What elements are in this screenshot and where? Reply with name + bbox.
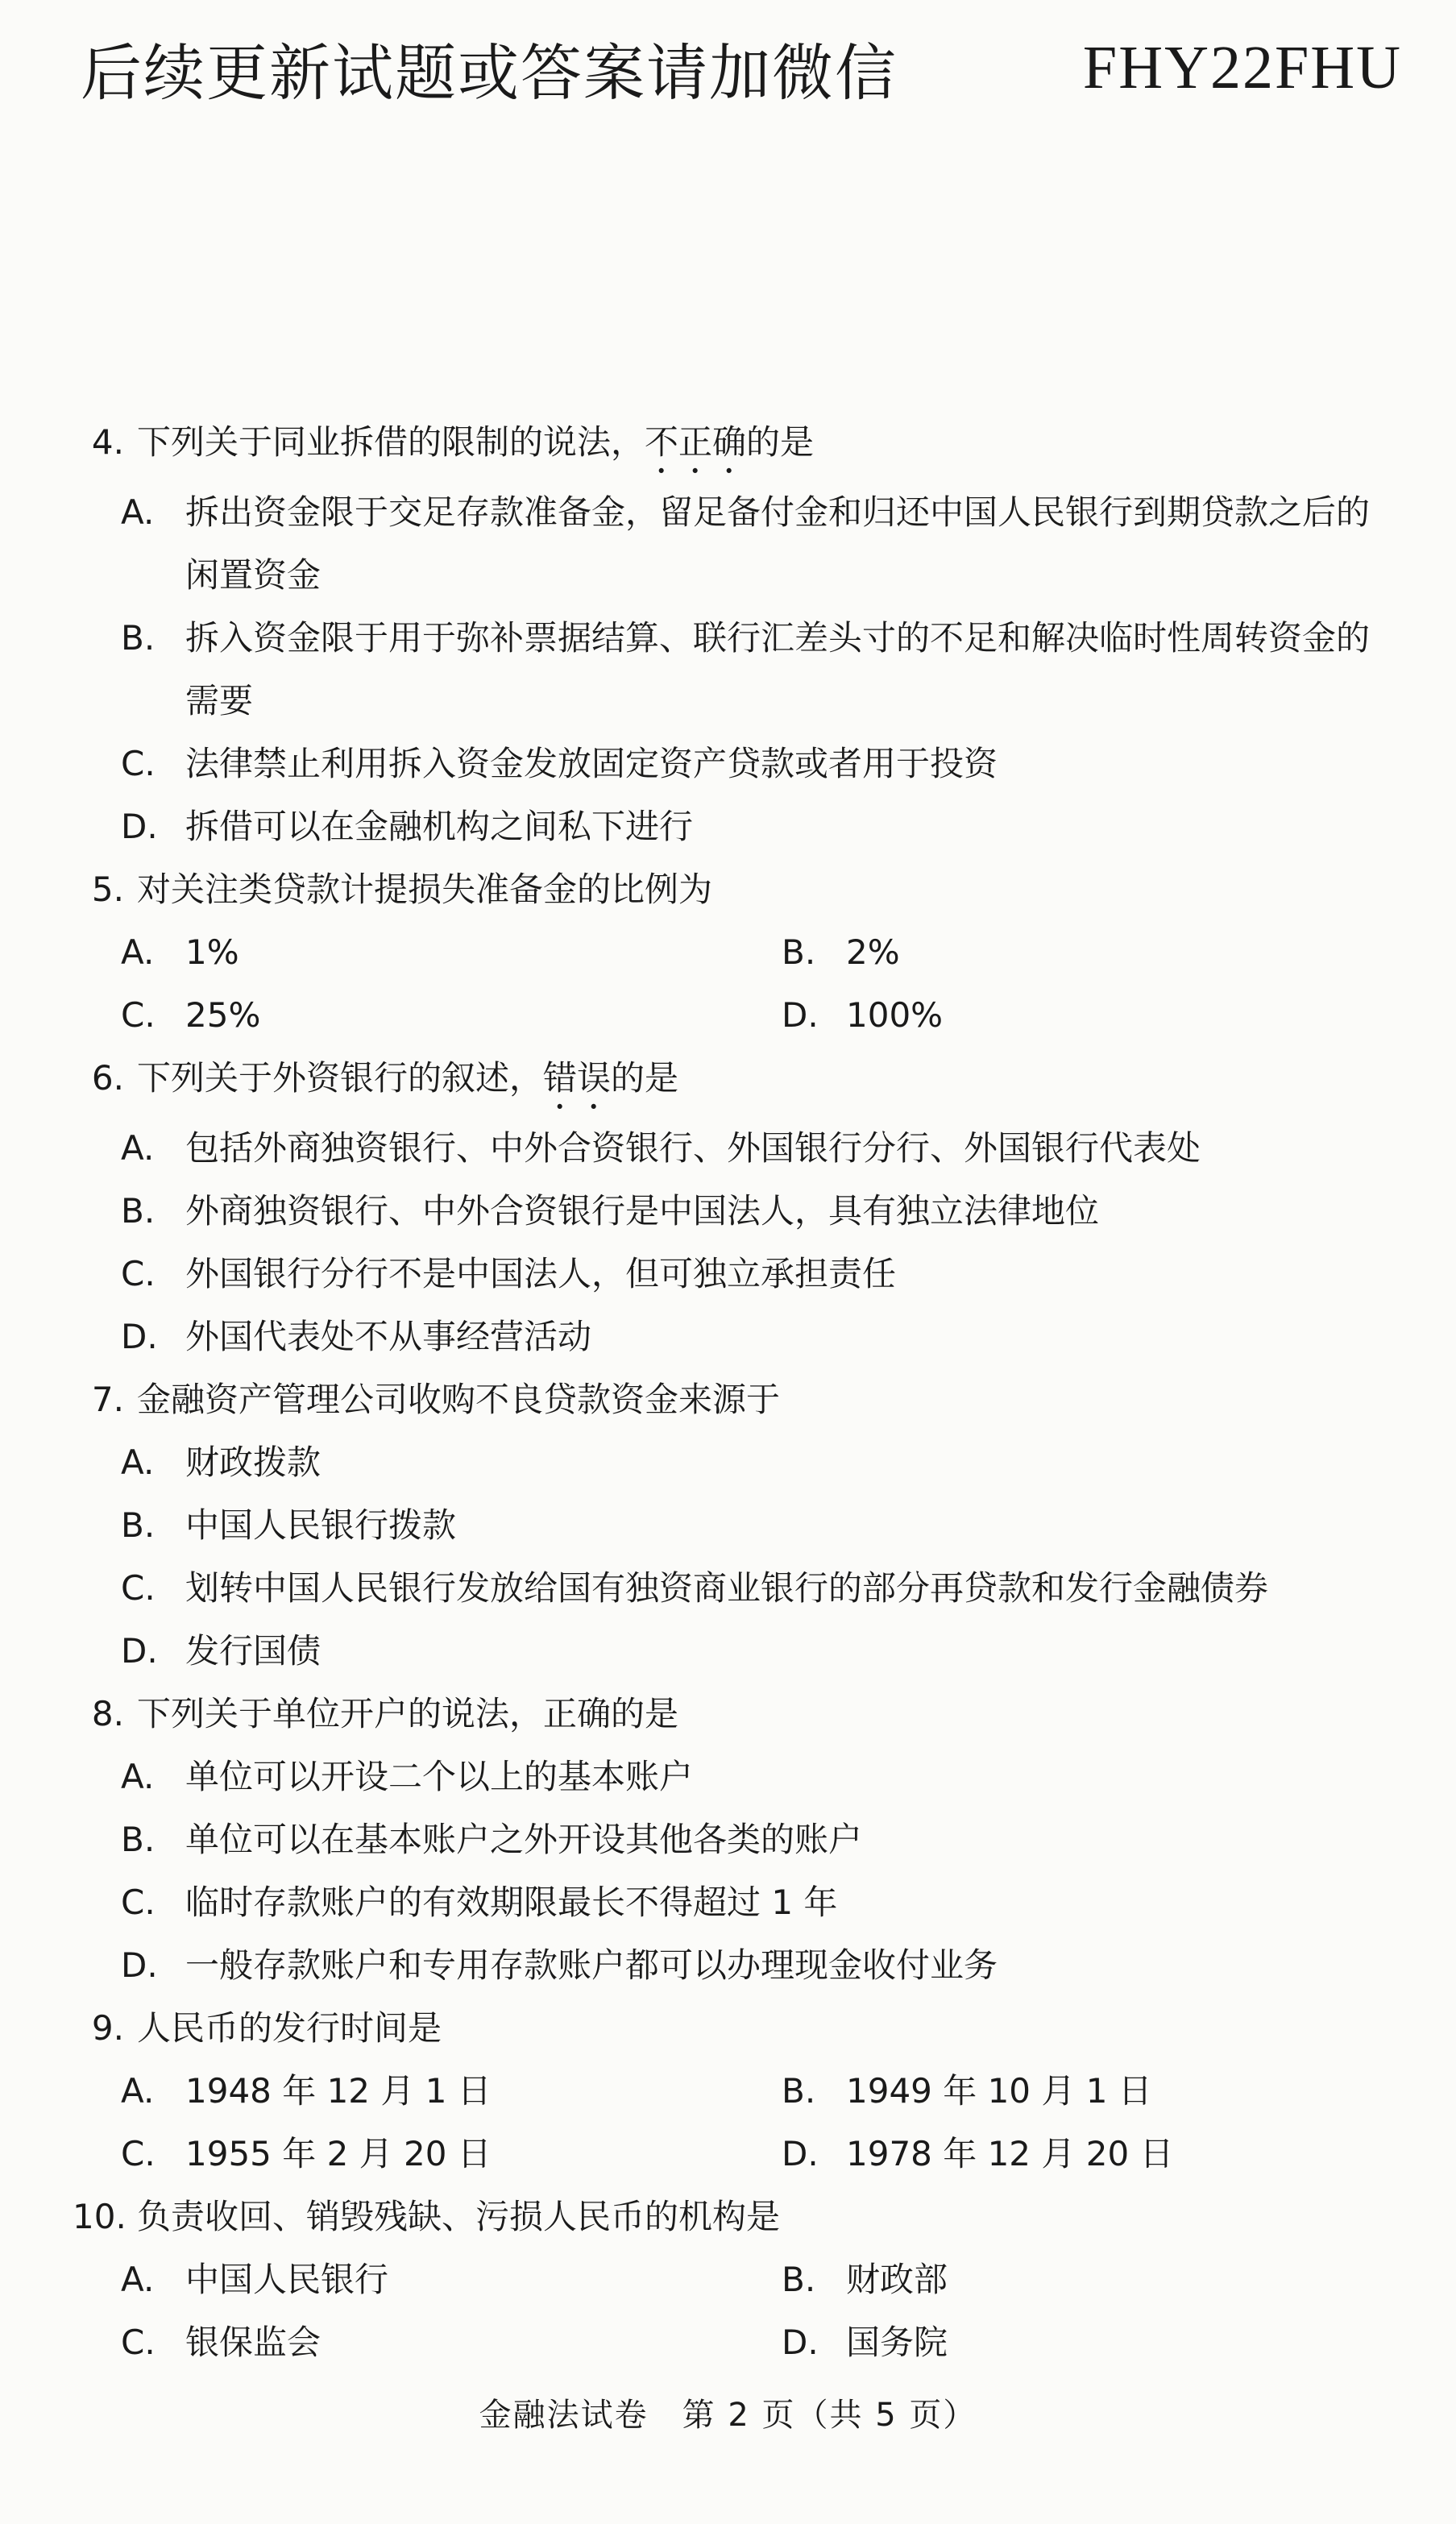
option-letter: A. xyxy=(121,1757,155,1796)
question-number: 10. xyxy=(73,2197,127,2236)
option-text: 划转中国人民银行发放给国有独资商业银行的部分再贷款和发行金融债券 xyxy=(185,1568,1269,1608)
option-letter: B. xyxy=(782,2071,816,2111)
question-10 xyxy=(73,2186,1394,2374)
option-text: 拆出资金限于交足存款准备金，留足备付金和归还中国人民银行到期贷款之后的 xyxy=(185,492,1371,532)
option-letter: C. xyxy=(121,2134,156,2173)
option-text: 外国银行分行不是中国法人，但可独立承担责任 xyxy=(185,1254,897,1293)
question-stem xyxy=(73,2186,1394,2248)
option-text: 一般存款账户和专用存款账户都可以办理现金收付业务 xyxy=(185,1945,998,1985)
stem-emphasis: 错误 xyxy=(543,1058,612,1098)
option-letter: A. xyxy=(121,932,155,972)
banner-text: 后续更新试题或答案请加微信 xyxy=(81,37,898,109)
option-b xyxy=(782,2248,1442,2311)
option-text: 1% xyxy=(185,932,239,972)
option-d xyxy=(73,1306,1394,1368)
option-text: 临时存款账户的有效期限最长不得超过 1 年 xyxy=(185,1883,838,1922)
option-b xyxy=(73,607,1394,733)
option-text: 包括外商独资银行、中外合资银行、外国银行分行、外国银行代表处 xyxy=(185,1128,1201,1168)
option-letter: C. xyxy=(121,1883,156,1922)
option-grid xyxy=(73,2248,1394,2374)
option-text-continued: 需要 xyxy=(185,681,254,720)
option-d xyxy=(782,2311,1442,2374)
question-stem xyxy=(73,1368,1394,1431)
option-letter: C. xyxy=(121,1568,156,1608)
option-grid xyxy=(73,2060,1394,2186)
option-c xyxy=(121,984,782,1047)
option-a xyxy=(73,1117,1394,1180)
question-number: 6. xyxy=(91,1058,124,1098)
option-text: 法律禁止利用拆入资金发放固定资产贷款或者用于投资 xyxy=(185,744,998,783)
question-6 xyxy=(73,1047,1394,1368)
option-b xyxy=(782,2060,1442,2123)
option-b xyxy=(782,921,1442,984)
option-text: 1955 年 2 月 20 日 xyxy=(185,2134,492,2173)
option-b xyxy=(73,1180,1394,1243)
banner-code: FHY22FHU xyxy=(1082,34,1402,102)
option-letter: B. xyxy=(121,1191,156,1231)
stem-text: 下列关于同业拆借的限制的说法， xyxy=(137,422,645,462)
option-c xyxy=(121,2311,782,2374)
stem-text: 人民币的发行时间是 xyxy=(137,2008,442,2048)
option-c xyxy=(73,1871,1394,1934)
option-text: 1949 年 10 月 1 日 xyxy=(846,2071,1152,2111)
option-a xyxy=(73,1431,1394,1494)
option-text: 国务院 xyxy=(846,2323,948,2362)
option-letter: A. xyxy=(121,1443,155,1482)
option-text: 发行国债 xyxy=(185,1631,321,1671)
option-b xyxy=(73,1494,1394,1557)
option-letter: C. xyxy=(121,995,156,1035)
option-text: 2% xyxy=(846,932,900,972)
stem-text: 金融资产管理公司收购不良贷款资金来源于 xyxy=(137,1380,781,1419)
question-7 xyxy=(73,1368,1394,1683)
question-5 xyxy=(73,858,1394,1047)
option-letter: B. xyxy=(121,1820,156,1859)
page-footer: 金融法试卷 第 2 页（共 5 页） xyxy=(479,2397,977,2434)
option-letter: C. xyxy=(121,2323,156,2362)
option-text: 外国代表处不从事经营活动 xyxy=(185,1317,592,1356)
question-number: 4. xyxy=(91,422,124,462)
option-letter: D. xyxy=(782,2323,819,2362)
option-letter: D. xyxy=(121,1631,158,1671)
question-8 xyxy=(73,1683,1394,1997)
option-text-continued: 闲置资金 xyxy=(185,555,321,595)
option-d xyxy=(782,2123,1442,2186)
option-a xyxy=(121,2248,782,2311)
option-c xyxy=(73,1557,1394,1620)
option-a xyxy=(121,921,782,984)
option-text: 财政拨款 xyxy=(185,1443,321,1482)
option-text: 1978 年 12 月 20 日 xyxy=(846,2134,1174,2173)
option-text: 中国人民银行拨款 xyxy=(185,1505,457,1545)
option-a xyxy=(73,481,1394,607)
option-grid xyxy=(73,921,1394,1047)
option-letter: D. xyxy=(782,2134,819,2173)
option-letter: B. xyxy=(782,932,816,972)
stem-emphasis: 不正确 xyxy=(645,422,747,462)
option-letter: A. xyxy=(121,1128,155,1168)
stem-text: 对关注类贷款计提损失准备金的比例为 xyxy=(137,870,713,909)
question-stem xyxy=(73,411,1394,481)
option-c xyxy=(73,733,1394,795)
option-text: 财政部 xyxy=(846,2260,948,2299)
option-letter: C. xyxy=(121,744,156,783)
option-letter: D. xyxy=(782,995,819,1035)
option-letter: B. xyxy=(121,618,156,658)
question-stem xyxy=(73,1683,1394,1746)
option-text: 100% xyxy=(846,995,944,1035)
option-letter: B. xyxy=(121,1505,156,1545)
option-letter: B. xyxy=(782,2260,816,2299)
option-text: 拆入资金限于用于弥补票据结算、联行汇差头寸的不足和解决临时性周转资金的 xyxy=(185,618,1371,658)
stem-text-end: 的是 xyxy=(611,1058,679,1098)
option-letter: D. xyxy=(121,807,158,846)
option-a xyxy=(73,1746,1394,1808)
stem-text-end: 的是 xyxy=(746,422,815,462)
question-number: 9. xyxy=(91,2008,124,2048)
option-text: 中国人民银行 xyxy=(185,2260,389,2299)
option-text: 外商独资银行、中外合资银行是中国法人，具有独立法律地位 xyxy=(185,1191,1100,1231)
option-b xyxy=(73,1808,1394,1871)
option-letter: C. xyxy=(121,1254,156,1293)
option-d xyxy=(73,1934,1394,1997)
option-letter: A. xyxy=(121,2071,155,2111)
question-number: 7. xyxy=(91,1380,124,1419)
question-stem xyxy=(73,1997,1394,2060)
question-9 xyxy=(73,1997,1394,2186)
option-text: 银保监会 xyxy=(185,2323,321,2362)
option-letter: A. xyxy=(121,492,155,532)
stem-text: 下列关于外资银行的叙述， xyxy=(137,1058,544,1098)
option-c xyxy=(121,2123,782,2186)
option-text: 拆借可以在金融机构之间私下进行 xyxy=(185,807,694,846)
header-banner xyxy=(81,24,1402,112)
option-d xyxy=(73,1620,1394,1683)
stem-text: 负责收回、销毁残缺、污损人民币的机构是 xyxy=(137,2197,781,2236)
option-d xyxy=(782,984,1442,1047)
option-letter: D. xyxy=(121,1317,158,1356)
option-d xyxy=(73,795,1394,858)
option-text: 1948 年 12 月 1 日 xyxy=(185,2071,492,2111)
question-4 xyxy=(73,411,1394,858)
question-number: 5. xyxy=(91,870,124,909)
option-a xyxy=(121,2060,782,2123)
stem-text: 下列关于单位开户的说法，正确的是 xyxy=(137,1694,679,1733)
question-list xyxy=(73,411,1394,2374)
option-text: 单位可以在基本账户之外开设其他各类的账户 xyxy=(185,1820,863,1859)
option-letter: A. xyxy=(121,2260,155,2299)
option-text: 25% xyxy=(185,995,261,1035)
question-stem xyxy=(73,1047,1394,1117)
question-stem xyxy=(73,858,1394,921)
question-number: 8. xyxy=(91,1694,124,1733)
option-text: 单位可以开设二个以上的基本账户 xyxy=(185,1757,694,1796)
option-letter: D. xyxy=(121,1945,158,1985)
option-c xyxy=(73,1243,1394,1306)
